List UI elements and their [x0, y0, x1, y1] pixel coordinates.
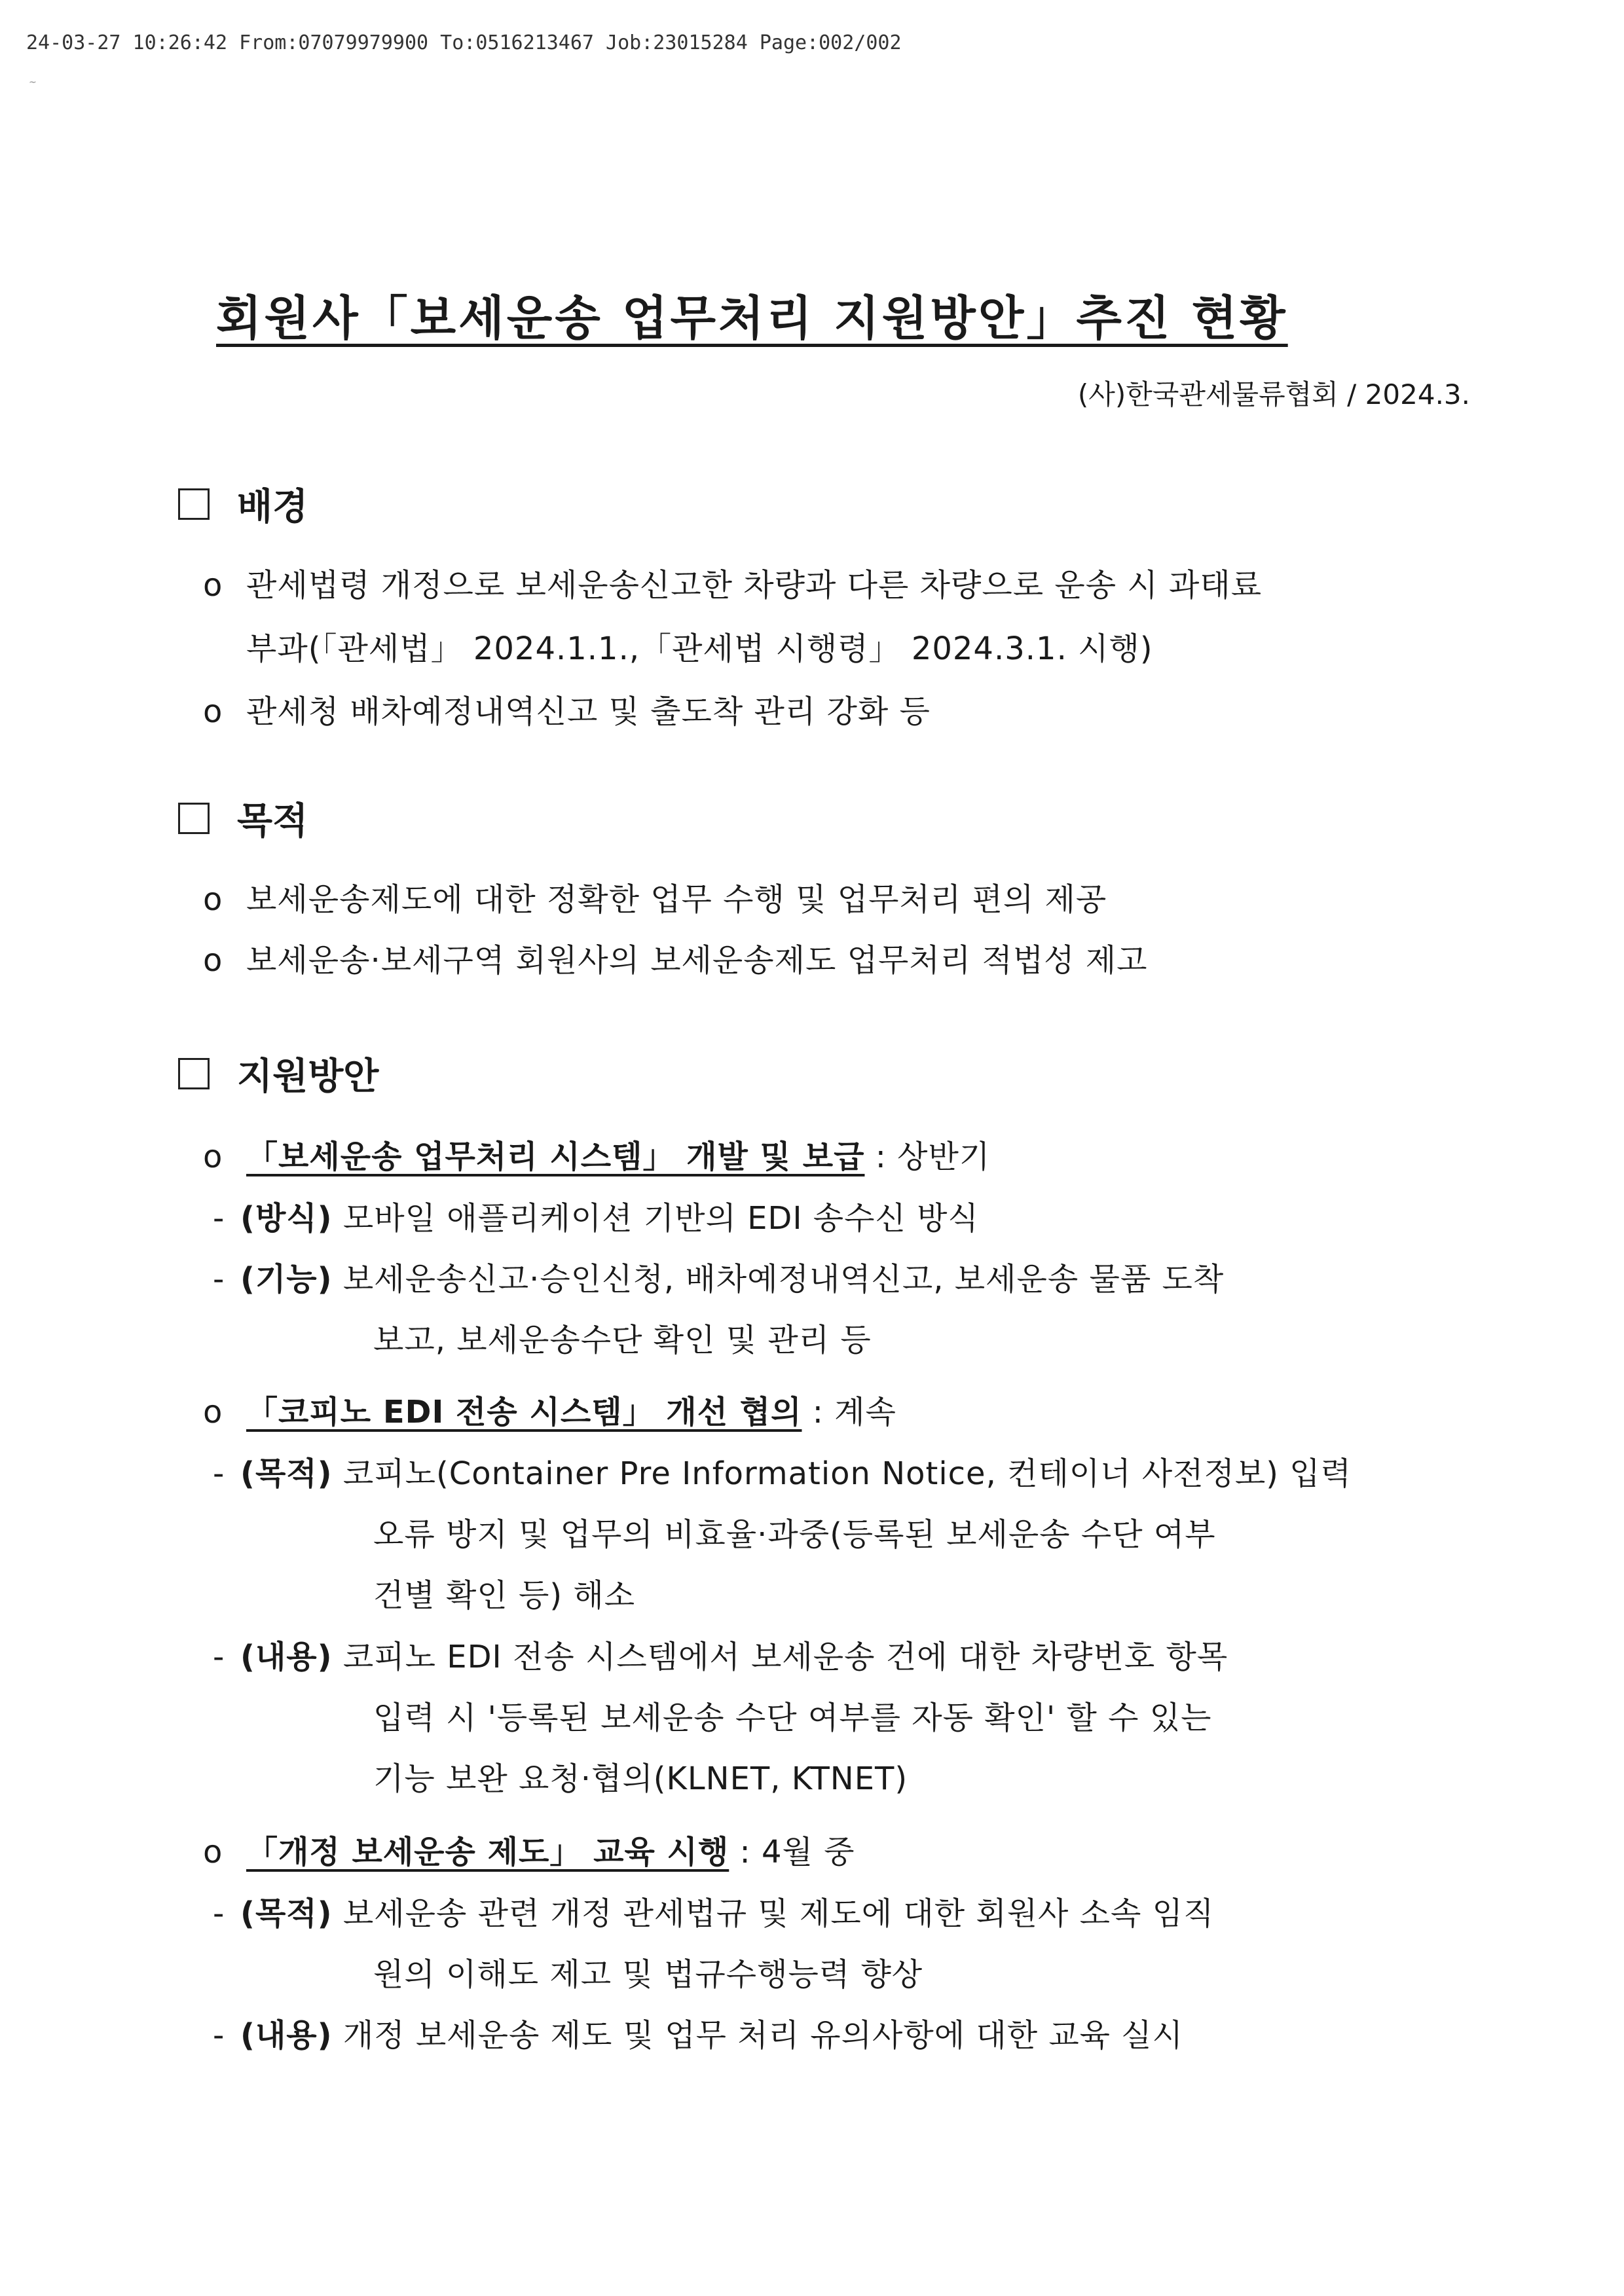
sub-item	[213, 1193, 979, 1238]
section-title: 배경	[237, 486, 308, 528]
sub-label: (목적)	[240, 1895, 333, 1932]
section-title: 지원방안	[237, 1055, 379, 1098]
dash-icon: -	[213, 1455, 225, 1492]
bullet-icon: o	[203, 693, 223, 730]
sub-item	[213, 1448, 1352, 1493]
dash-icon: -	[213, 1639, 225, 1675]
sub-item-continuation: 보고, 보세운송수단 확인 및 관리 등	[373, 1322, 872, 1358]
sub-text: 개정 보세운송 제도 및 업무 처리 유의사항에 대한 교육 실시	[342, 2017, 1184, 2054]
list-item	[203, 1827, 855, 1872]
document-title: 회원사「보세운송 업무처리 지원방안」추진 현황	[216, 291, 1288, 346]
list-item	[203, 1387, 896, 1432]
item-text: 보세운송·보세구역 회원사의 보세운송제도 업무처리 적법성 제고	[246, 942, 1148, 979]
bullet-icon: o	[203, 1834, 223, 1870]
dash-icon: -	[213, 1261, 225, 1298]
list-item	[203, 686, 931, 731]
sub-text: 보세운송 관련 개정 관세법규 및 제도에 대한 회원사 소속 임직	[342, 1895, 1215, 1932]
checkbox-icon	[178, 488, 210, 520]
sub-label: (내용)	[240, 2017, 333, 2054]
checkbox-icon	[178, 803, 210, 834]
sub-label: (목적)	[240, 1455, 333, 1492]
section-heading-purpose	[178, 792, 308, 845]
bullet-icon: o	[203, 1139, 223, 1175]
sub-text: 코피노 EDI 전송 시스템에서 보세운송 건에 대한 차량번호 항목	[342, 1639, 1228, 1675]
sub-item-continuation: 입력 시 '등록된 보세운송 수단 여부를 자동 확인' 할 수 있는	[373, 1700, 1212, 1736]
fax-mark: ~	[29, 77, 37, 88]
section-title: 목적	[237, 800, 308, 843]
fax-header: 24-03-27 10:26:42 From:07079979900 To:0516213467 Job:23015284 Page:002/002	[26, 31, 902, 54]
sub-item	[213, 1888, 1214, 1933]
bullet-icon: o	[203, 1394, 223, 1430]
section-heading-background	[178, 478, 308, 530]
section-heading-support	[178, 1048, 378, 1100]
sub-text: 보세운송신고·승인신청, 배차예정내역신고, 보세운송 물품 도착	[342, 1261, 1225, 1298]
bullet-icon: o	[203, 881, 223, 918]
list-item	[203, 935, 1148, 980]
sub-item	[213, 1254, 1224, 1299]
item-schedule: : 상반기	[875, 1139, 991, 1175]
item-schedule: : 4월 중	[739, 1834, 855, 1870]
list-item	[203, 874, 1107, 919]
checkbox-icon	[178, 1058, 210, 1089]
list-item	[203, 560, 1262, 605]
item-text: 보세운송제도에 대한 정확한 업무 수행 및 업무처리 편의 제공	[246, 881, 1107, 918]
list-item	[203, 1131, 990, 1176]
list-item-continuation: 부과(「관세법」 2024.1.1.,「관세법 시행령」 2024.3.1. 시행)	[246, 630, 1153, 667]
dash-icon: -	[213, 2017, 225, 2054]
item-title: 「보세운송 업무처리 시스템」 개발 및 보급	[246, 1139, 865, 1175]
dash-icon: -	[213, 1895, 225, 1932]
sub-label: (내용)	[240, 1639, 333, 1675]
sub-item-continuation: 건별 확인 등) 해소	[373, 1577, 636, 1614]
dash-icon: -	[213, 1200, 225, 1237]
organization-date: (사)한국관세물류협회 / 2024.3.	[1077, 378, 1470, 410]
sub-item-continuation: 기능 보완 요청·협의(KLNET, KTNET)	[373, 1760, 908, 1797]
sub-item	[213, 1631, 1228, 1677]
sub-item	[213, 2010, 1183, 2055]
sub-item-continuation: 오류 방지 및 업무의 비효율·과중(등록된 보세운송 수단 여부	[373, 1516, 1216, 1553]
item-text: 관세법령 개정으로 보세운송신고한 차량과 다른 차량으로 운송 시 과태료	[246, 567, 1263, 604]
sub-label: (기능)	[240, 1261, 333, 1298]
item-text: 관세청 배차예정내역신고 및 출도착 관리 강화 등	[246, 693, 931, 730]
sub-text: 모바일 애플리케이션 기반의 EDI 송수신 방식	[342, 1200, 979, 1237]
item-schedule: : 계속	[812, 1394, 896, 1430]
bullet-icon: o	[203, 942, 223, 979]
item-title: 「코피노 EDI 전송 시스템」 개선 협의	[246, 1394, 802, 1430]
bullet-icon: o	[203, 567, 223, 604]
sub-text: 코피노(Container Pre Information Notice, 컨테이너 사전정보) 입력	[342, 1455, 1352, 1492]
item-title: 「개정 보세운송 제도」 교육 시행	[246, 1834, 729, 1870]
sub-item-continuation: 원의 이해도 제고 및 법규수행능력 향상	[373, 1956, 923, 1993]
sub-label: (방식)	[240, 1200, 333, 1237]
